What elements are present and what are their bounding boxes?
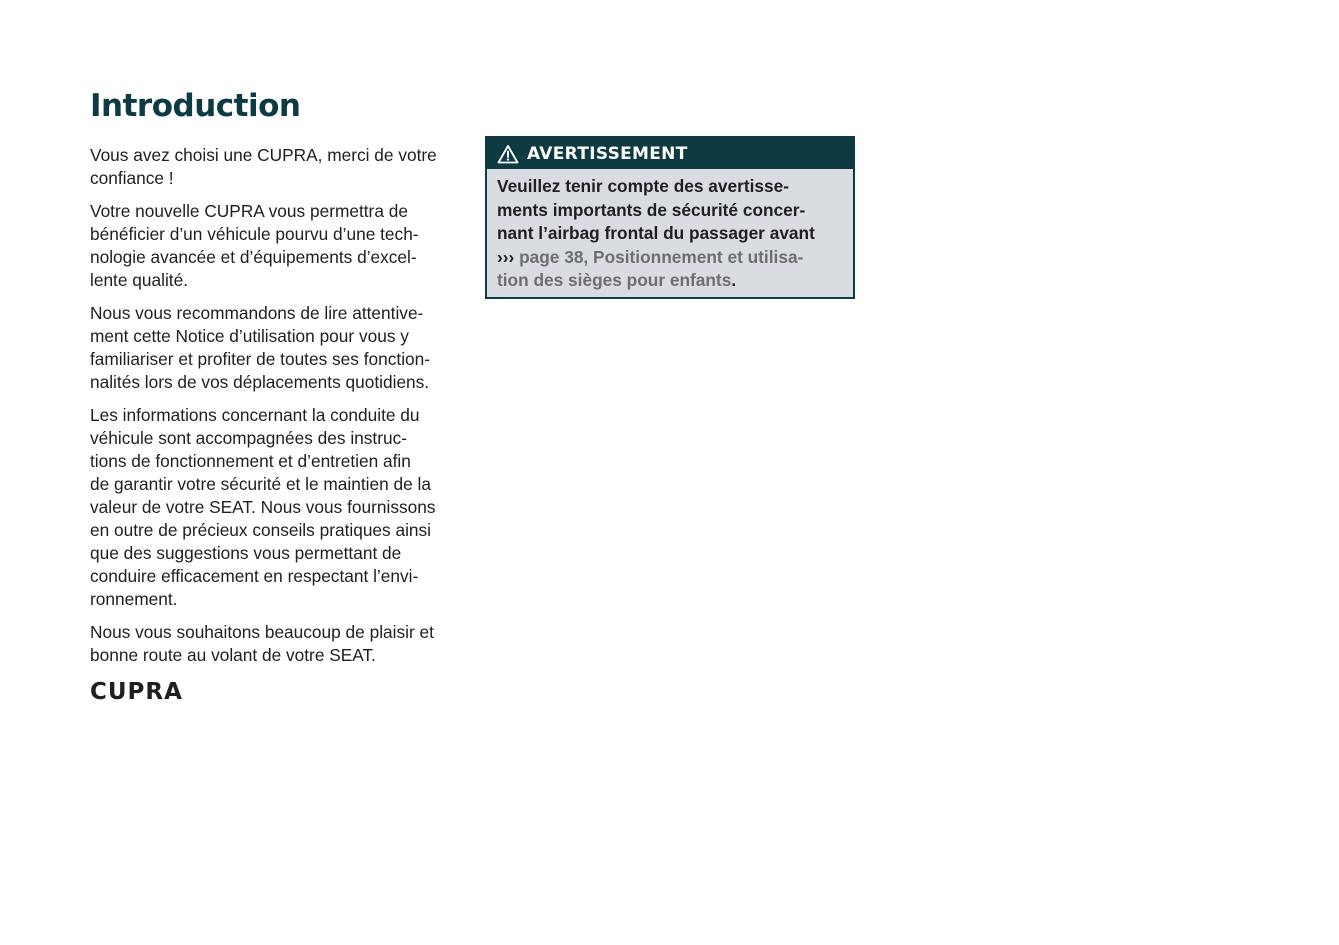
intro-paragraph (90, 302, 460, 394)
text-line: ronnement. (90, 589, 178, 609)
text-line: ment cette Notice d’utilisation pour vous y (90, 326, 409, 346)
text-line: de garantir votre sécurité et le maintien de la (90, 474, 432, 494)
text-line: Nous vous recommandons de lire attentive- (90, 303, 424, 323)
warning-header (487, 138, 853, 169)
warning-title: AVERTISSEMENT (527, 143, 688, 164)
warning-text-line: nant l’airbag frontal du passager avant (497, 223, 815, 243)
page-title: Introduction (90, 88, 301, 124)
intro-paragraph (90, 404, 460, 611)
warning-body (487, 169, 853, 297)
warning-text-line: Veuillez tenir compte des avertisse- (497, 176, 789, 196)
text-line: Vous avez choisi une CUPRA, merci de votre (90, 145, 437, 165)
signature: CUPRA (90, 679, 183, 705)
text-line: lente qualité. (90, 270, 189, 290)
text-line: nalités lors de vos déplacements quotidiens. (90, 372, 430, 392)
intro-paragraph (90, 621, 460, 667)
text-line: en outre de précieux conseils pratiques ainsi (90, 520, 432, 540)
warning-box (485, 136, 855, 299)
text-line: tions de fonctionnement et d’entretien afin (90, 451, 411, 471)
page-reference-link[interactable]: page 38, Positionnement et utilisa- (519, 246, 804, 267)
intro-paragraph (90, 200, 460, 292)
text-line: bénéficier d’un véhicule pourvu d’une tech- (90, 224, 419, 244)
xref-marker: ››› (497, 246, 515, 267)
text-line: Votre nouvelle CUPRA vous permettra de (90, 201, 408, 221)
text-line: Nous vous souhaitons beaucoup de plaisir et (90, 622, 434, 642)
text-line: nologie avancée et d’équipements d’excel- (90, 247, 417, 267)
text-line: bonne route au volant de votre SEAT. (90, 645, 376, 665)
intro-text-column (90, 144, 460, 707)
text-line: véhicule sont accompagnées des instruc- (90, 428, 407, 448)
text-line: que des suggestions vous permettant de (90, 543, 402, 563)
text-line: valeur de votre SEAT. Nous vous fournissons (90, 497, 436, 517)
text-line: Les informations concernant la conduite du (90, 405, 420, 425)
warning-xref-line (497, 269, 843, 293)
text-line: confiance ! (90, 168, 174, 188)
xref-end-punctuation: . (731, 270, 737, 290)
warning-triangle-icon (497, 144, 519, 164)
warning-xref-line (497, 246, 843, 270)
page-reference-link-continued[interactable]: tion des sièges pour enfants (497, 270, 732, 290)
text-line: familiariser et profiter de toutes ses fonction- (90, 349, 431, 369)
intro-paragraph (90, 144, 460, 190)
warning-text-line: ments importants de sécurité concer- (497, 199, 806, 220)
text-line: conduire efficacement en respectant l’envi- (90, 566, 419, 586)
